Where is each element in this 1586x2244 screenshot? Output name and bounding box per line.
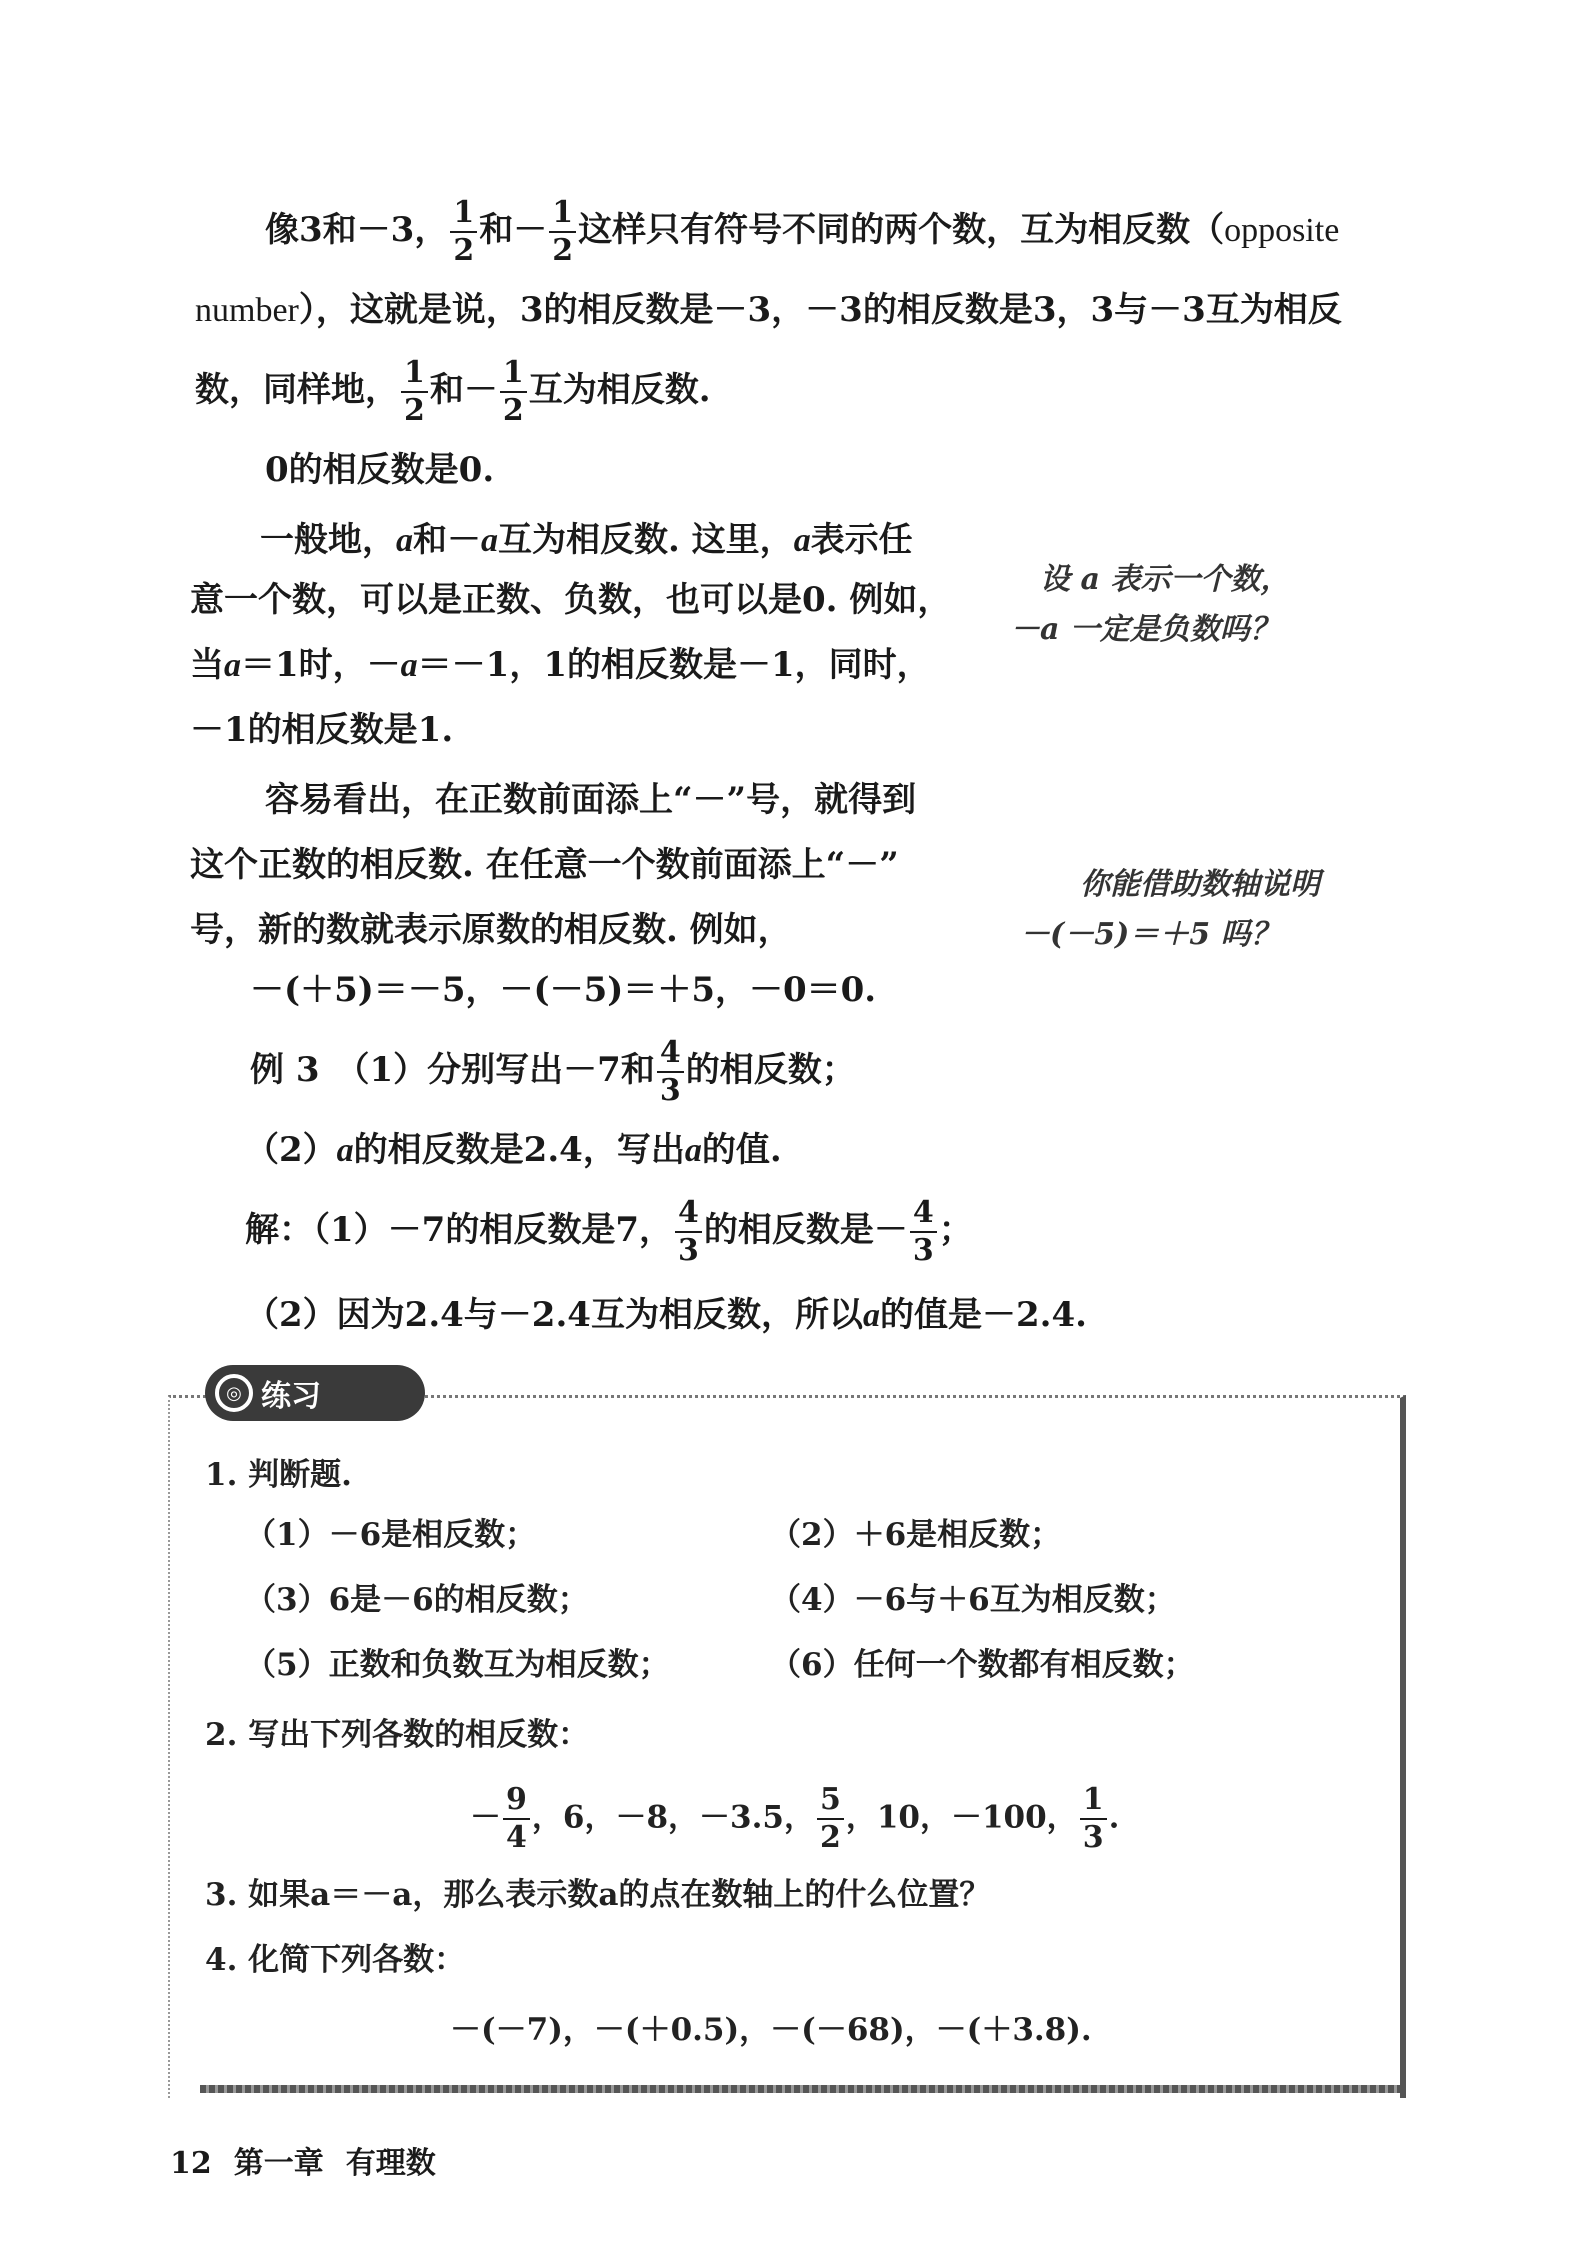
fraction-four-thirds: $\frac{4}{3}$ — [675, 1198, 702, 1266]
example3-q1: 例 3 （1）分别写出－7和 $\frac{4}{3}$ 的相反数； — [250, 1035, 856, 1108]
fraction-half: $\frac{1}{2}$ — [549, 198, 576, 266]
practice-q1: 1. 判断题. — [205, 1457, 352, 1493]
practice-item-3: （3）6是－6的相反数； — [245, 1582, 589, 1618]
practice-item-4: （4）－6与＋6互为相反数； — [770, 1582, 1176, 1618]
fraction-five-halves: $\frac{5}{2}$ — [817, 1785, 844, 1853]
side-note-1: 设 a 表示一个数， －a 一定是负数吗？ — [1010, 562, 1291, 647]
para3-line3: 号，新的数就表示原数的相反数. 例如， — [190, 910, 792, 950]
fraction-half: $\frac{1}{2}$ — [450, 198, 477, 266]
practice-item-1: （1）－6是相反数； — [245, 1517, 537, 1553]
practice-q4-expr: －(－7)，－(＋0.5)，－(－68)，－(＋3.8). — [450, 2012, 1092, 2048]
side-note-2: 你能借助数轴说明 －(－5)＝＋5 吗？ — [1020, 867, 1320, 952]
fraction-one-third: $\frac{1}{3}$ — [1080, 1785, 1107, 1853]
practice-q4: 4. 化简下列各数： — [205, 1942, 466, 1978]
para2-line1: 一般地，a和－a互为相反数. 这里，a表示任 — [260, 520, 913, 560]
page-number: 12 — [170, 2146, 212, 2181]
fraction-half: $\frac{1}{2}$ — [500, 358, 527, 426]
chapter-title: 有理数 — [345, 2146, 436, 2181]
fraction-four-thirds: $\frac{4}{3}$ — [657, 1038, 684, 1106]
para1-line3: 数，同样地， $\frac{1}{2}$ 和－ $\frac{1}{2}$ 互为相反数. — [195, 355, 711, 428]
fraction-four-thirds: $\frac{4}{3}$ — [910, 1198, 937, 1266]
fraction-half: $\frac{1}{2}$ — [401, 358, 428, 426]
chapter-label: 第一章 — [233, 2146, 324, 2181]
para3-line2: 这个正数的相反数. 在任意一个数前面添上“－” — [190, 845, 899, 885]
practice-item-6: （6）任何一个数都有相反数； — [770, 1647, 1195, 1683]
fraction-nine-fourths: $\frac{9}{4}$ — [503, 1785, 530, 1853]
para1-line2: number），这就是说，3的相反数是－3，－3的相反数是3，3与－3互为相反 — [195, 290, 1342, 330]
practice-frame-bottom — [200, 2085, 1400, 2093]
para3-line1: 容易看出，在正数前面添上“－”号，就得到 — [265, 780, 917, 820]
practice-q2: 2. 写出下列各数的相反数： — [205, 1717, 590, 1753]
practice-item-5: （5）正数和负数互为相反数； — [245, 1647, 670, 1683]
para2-line4: －1的相反数是1. — [190, 710, 454, 750]
practice-q3: 3. 如果a＝－a，那么表示数a的点在数轴上的什么位置？ — [205, 1877, 991, 1913]
practice-q2-numbers: － $\frac{9}{4}$ ，6，－8，－3.5， $\frac{5}{2}$ ，10，－100， $\frac{1}{3}$ . — [470, 1782, 1120, 1855]
example3-solution1: 解：（1）－7的相反数是7， $\frac{4}{3}$ 的相反数是－ $\frac{4}{3}$ ； — [245, 1195, 973, 1268]
para1-line1: 像3和－3， $\frac{1}{2}$ 和－ $\frac{1}{2}$ 这样只有符号不同的两个数，互为相反数（opposite — [265, 195, 1340, 268]
para3-line4: －(＋5)＝－5，－(－5)＝＋5，－0＝0. — [250, 970, 877, 1010]
practice-badge-icon: ◎ — [215, 1374, 253, 1412]
example3-q2: （2）a的相反数是2.4，写出a的值. — [245, 1130, 782, 1170]
practice-tag: ◎ 练习 — [205, 1365, 425, 1421]
para2-line2: 意一个数，可以是正数、负数，也可以是0. 例如， — [190, 580, 952, 620]
practice-item-2: （2）＋6是相反数； — [770, 1517, 1062, 1553]
page-footer — [170, 2138, 458, 2182]
para2-line3: 当a＝1时，－a＝－1，1的相反数是－1，同时， — [190, 645, 931, 685]
zero-opposite-line: 0的相反数是0. — [265, 450, 495, 490]
example3-solution2: （2）因为2.4与－2.4互为相反数，所以a的值是－2.4. — [245, 1295, 1087, 1335]
